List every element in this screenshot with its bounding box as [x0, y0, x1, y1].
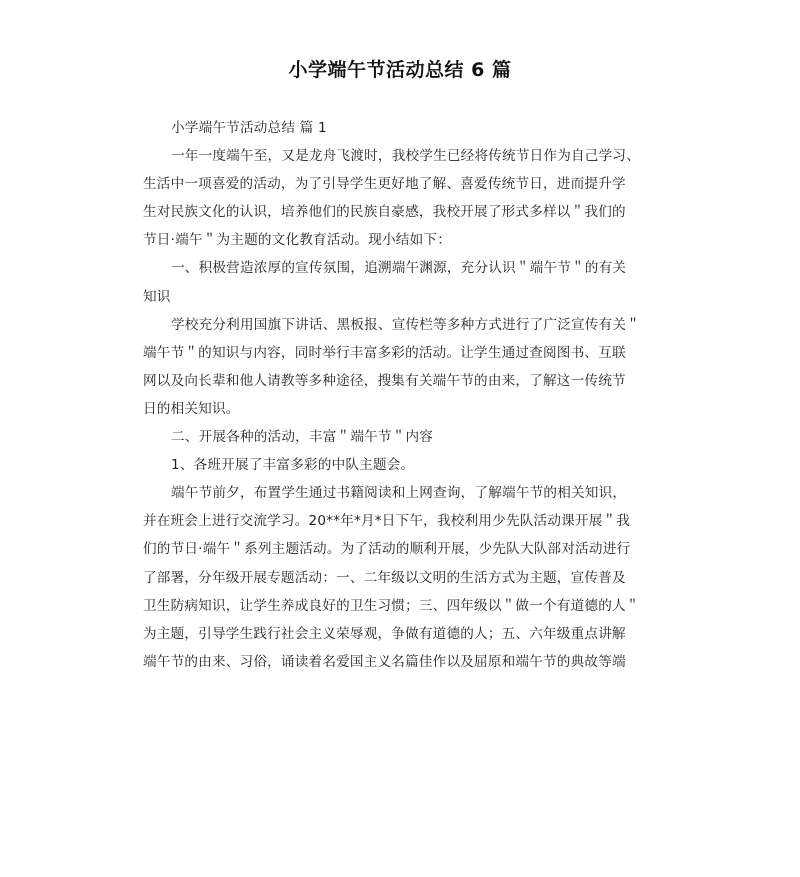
text-line: 并在班会上进行交流学习。20**年*月*日下午，我校利用少先队活动课开展＂我 — [143, 513, 631, 530]
text-line: 知识 — [143, 288, 171, 305]
text-line: 为主题，引导学生践行社会主义荣辱观，争做有道德的人；五、六年级重点讲解 — [143, 625, 626, 642]
text-line: 端午节前夕，布置学生通过书籍阅读和上网查询，了解端午节的相关知识， — [171, 485, 627, 502]
text-line: 们的节日·端午＂系列主题活动。为了活动的顺利开展，少先队大队部对活动进行 — [143, 541, 631, 558]
document-body — [143, 114, 663, 676]
text-line: 卫生防病知识，让学生养成良好的卫生习惯；三、四年级以＂做一个有道德的人＂ — [143, 597, 640, 614]
text-line: 节日·端午＂为主题的文化教育活动。现小结如下： — [143, 232, 451, 249]
text-line: 日的相关知识。 — [143, 400, 240, 417]
text-line: 端午节的由来、习俗，诵读着名爱国主义名篇佳作以及屈原和端午节的典故等端 — [143, 653, 626, 670]
text-line: 学校充分利用国旗下讲话、黑板报、宣传栏等多种方式进行了广泛宣传有关＂ — [171, 316, 640, 333]
text-line: 了部署，分年级开展专题活动：一、二年级以文明的生活方式为主题，宣传普及 — [143, 569, 626, 586]
text-line: 网以及向长辈和他人请教等多种途径，搜集有关端午节的由来，了解这一传统节 — [143, 372, 626, 389]
text-line: 小学端午节活动总结 篇 1 — [171, 120, 327, 136]
text-line: 生对民族文化的认识，培养他们的民族自豪感，我校开展了形式多样以＂我们的 — [143, 204, 626, 221]
text-line: 一、积极营造浓厚的宣传氛围，追溯端午渊源，充分认识＂端午节＂的有关 — [171, 260, 627, 277]
text-line: 生活中一项喜爱的活动，为了引导学生更好地了解、喜爱传统节日，进而提升学 — [143, 176, 626, 193]
text-line: 1、各班开展了丰富多彩的中队主题会。 — [171, 457, 415, 474]
text-line: 端午节＂的知识与内容，同时举行丰富多彩的活动。让学生通过查阅图书、互联 — [143, 344, 626, 361]
text-line: 二、开展各种的活动，丰富＂端午节＂内容 — [171, 429, 434, 446]
text-line: 一年一度端午至，又是龙舟飞渡时，我校学生已经将传统节日作为自己学习、 — [171, 148, 640, 165]
document-title: 小学端午节活动总结 6 篇 — [288, 59, 512, 81]
